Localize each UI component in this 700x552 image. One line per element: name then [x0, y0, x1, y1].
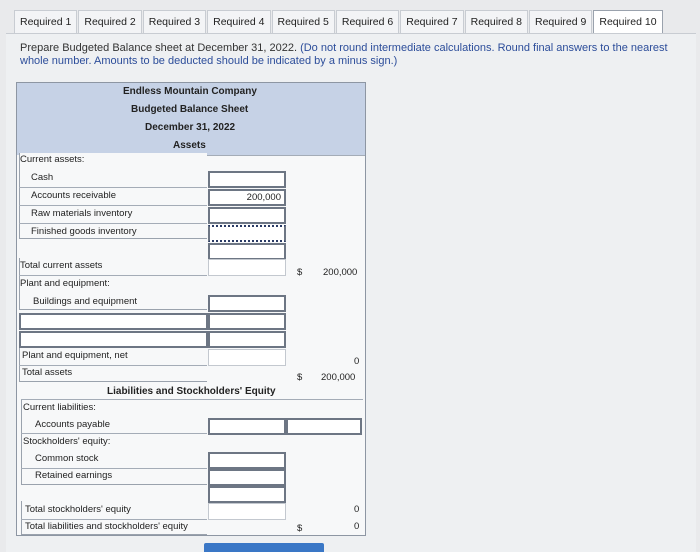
tab-required-6[interactable]: Required 6	[336, 10, 399, 34]
cash-label: Cash	[31, 172, 54, 183]
tab-required-1[interactable]: Required 1	[14, 10, 77, 34]
tab-required-3[interactable]: Required 3	[143, 10, 206, 34]
company-name: Endless Mountain Company	[123, 86, 257, 97]
current-assets-label: Current assets:	[20, 154, 85, 165]
blank-input-2[interactable]	[208, 486, 286, 503]
finished-goods-label: Finished goods inventory	[31, 226, 137, 237]
tab-required-10[interactable]: Required 10	[593, 10, 662, 34]
plant-equipment-net-value: 0	[354, 356, 360, 367]
balance-sheet	[16, 82, 366, 536]
accounts-payable-label: Accounts payable	[35, 419, 110, 430]
total-current-assets-dollar: $	[297, 267, 303, 278]
total-assets-value: 200,000	[321, 372, 356, 383]
raw-materials-input[interactable]	[208, 207, 286, 224]
common-stock-input[interactable]	[208, 452, 286, 469]
buildings-equipment-input[interactable]	[208, 295, 286, 312]
instructions	[20, 42, 680, 68]
plant-blank-value-input-1[interactable]	[208, 313, 286, 330]
total-assets-label: Total assets	[22, 367, 73, 378]
plant-equipment-label: Plant and equipment:	[20, 278, 110, 289]
accounts-payable-input[interactable]	[208, 418, 286, 435]
accounts-receivable-label: Accounts receivable	[31, 190, 117, 201]
retained-earnings-input[interactable]	[208, 469, 286, 486]
accounts-receivable-input[interactable]: 200,000	[208, 189, 286, 206]
stockholders-equity-label: Stockholders' equity:	[23, 436, 111, 447]
instructions-note: (Do not round intermediate calculations. Round final answers to the nearest whole number. Amounts to be deducted should be indicated by a minus sign.)	[20, 42, 668, 67]
cash-input[interactable]	[208, 171, 286, 188]
next-button[interactable]	[204, 543, 324, 552]
blank-input-1[interactable]	[208, 243, 286, 260]
total-assets-dollar: $	[297, 372, 303, 383]
tab-required-2[interactable]: Required 2	[78, 10, 141, 34]
total-stockholders-equity-label: Total stockholders' equity	[25, 504, 131, 515]
plant-blank-value-input-2[interactable]	[208, 331, 286, 348]
total-current-assets-value: 200,000	[323, 267, 358, 278]
assets-header: Assets	[173, 140, 206, 151]
plant-blank-label-input-1[interactable]	[19, 313, 208, 330]
tab-required-8[interactable]: Required 8	[465, 10, 528, 34]
tab-required-7[interactable]: Required 7	[400, 10, 463, 34]
tab-required-9[interactable]: Required 9	[529, 10, 592, 34]
tab-required-4[interactable]: Required 4	[207, 10, 270, 34]
statement-date: December 31, 2022	[145, 122, 236, 133]
tab-required-5[interactable]: Required 5	[272, 10, 335, 34]
total-current-assets-label: Total current assets	[20, 260, 103, 271]
raw-materials-label: Raw materials inventory	[31, 208, 133, 219]
common-stock-label: Common stock	[35, 453, 99, 464]
plant-blank-label-input-2[interactable]	[19, 331, 208, 348]
instructions-lead: Prepare Budgeted Balance sheet at December 31, 2022.	[20, 42, 301, 54]
statement-title: Budgeted Balance Sheet	[131, 104, 249, 115]
liabilities-total-input[interactable]	[286, 418, 362, 435]
finished-goods-input[interactable]	[208, 225, 286, 242]
total-stockholders-equity-value: 0	[354, 504, 360, 515]
requirement-tabs	[14, 8, 664, 34]
retained-earnings-label: Retained earnings	[35, 470, 113, 481]
liabilities-equity-header: Liabilities and Stockholders' Equity	[107, 386, 276, 397]
buildings-equipment-label: Buildings and equipment	[33, 296, 138, 307]
total-liabilities-equity-dollar: $	[297, 523, 303, 534]
current-liabilities-label: Current liabilities:	[23, 402, 96, 413]
plant-equipment-net-label: Plant and equipment, net	[22, 350, 128, 361]
total-liabilities-equity-label: Total liabilities and stockholders' equity	[25, 521, 188, 532]
total-liabilities-equity-value: 0	[354, 521, 360, 532]
